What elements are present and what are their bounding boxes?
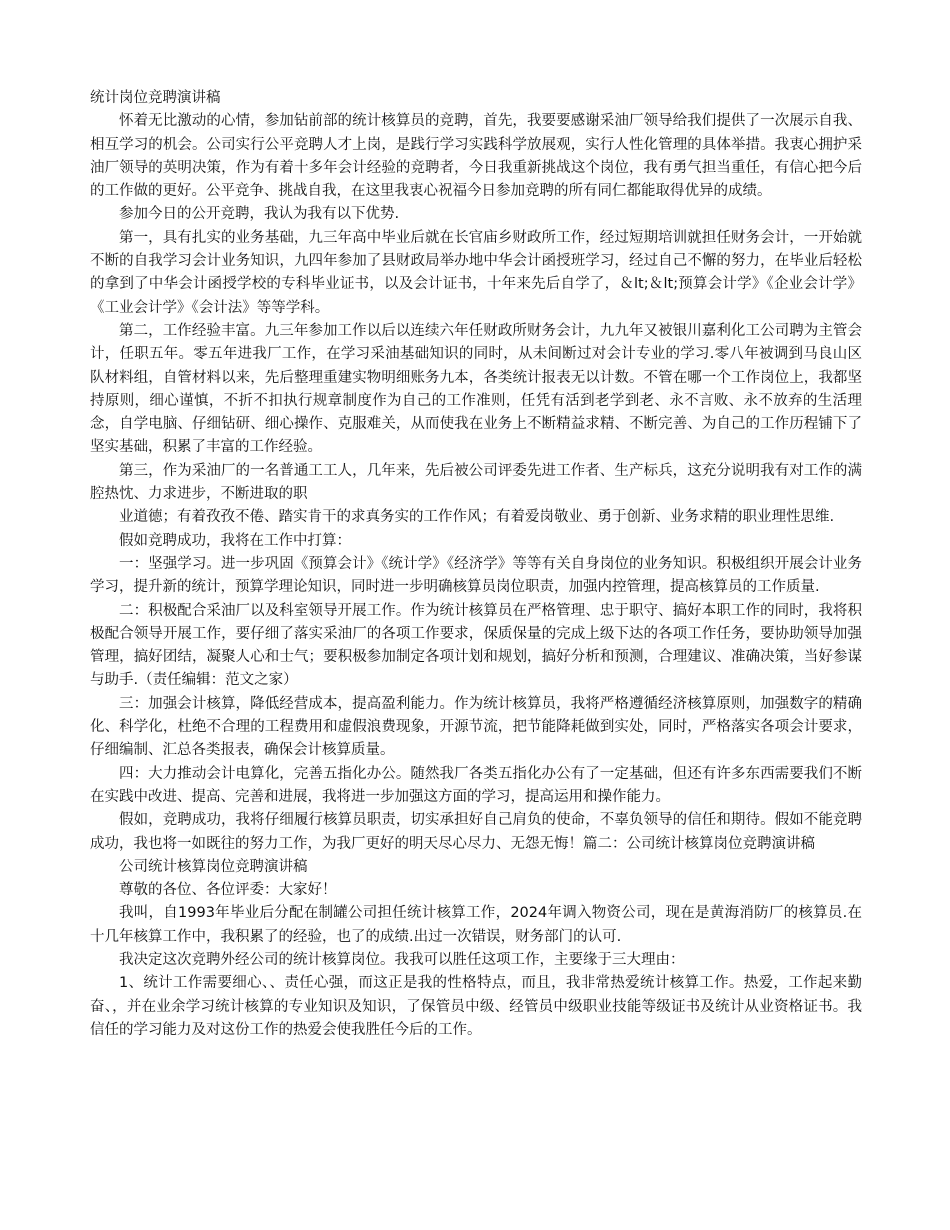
paragraph: 怀着无比激动的心情，参加钻前部的统计核算员的竞聘，首先，我要要感谢采油厂领导给我们提供了一次展示自我、相互学习的机会。公司实行公平竞聘人才上岗，是践行学习实践科学放展观，实行人性化管理的具体举措。我衷心拥护采油厂领导的英明决策，作为有着十多年会计经验的竞聘者，今日我重新挑战这个岗位，我有勇气担当重任，有信心把今后的工作做的更好。公平竞争、挑战自我，在这里我衷心祝福今日参加竞聘的所有同仁都能取得优异的成绩。 xyxy=(90,113,862,200)
paragraph: 假如，竞聘成功，我将仔细履行核算员职责，切实承担好自己肩负的使命，不辜负领导的信任和期待。假如不能竞聘成功，我也将一如既往的努力工作，为我厂更好的明天尽心尽力、无怨无悔！篇二：公司统计核算岗位竞聘演讲稿 xyxy=(90,812,862,852)
document-body xyxy=(90,87,862,1042)
paragraph: 第二，工作经验丰富。九三年参加工作以后以连续六年任财政所财务会计，九九年又被银川嘉利化工公司聘为主管会计，任职五年。零五年进我厂工作，在学习采油基础知识的同时，从未间断过对会计专业的学习.零八年被调到马良山区队材料组，自管材料以来，先后整理重建实物明细账务九本，各类统计报表无以计数。不管在哪一个工作岗位上，我都坚持原则，细心谨慎，不折不扣执行规章制度作为自己的工作准则，任凭有活到老学到老、永不言败、永不放弃的生活理念，自学电脑、仔细钻研、细心操作、克服难关，从而使我在业务上不断精益求精、不断完善、为自己的工作历程铺下了坚实基础，积累了丰富的工作经验。 xyxy=(90,322,862,456)
paragraph: 一：坚强学习。进一步巩固《预算会计》《统计学》《经济学》等等有关自身岗位的业务知识。积极组织开展会计业务学习，提升新的统计，预算学理论知识，同时进一步明确核算员岗位职责，加强内控管理，提高核算员的工作质量. xyxy=(90,555,862,596)
paragraph: 二：积极配合采油厂以及科室领导开展工作。作为统计核算员在严格管理、忠于职守、搞好本职工作的同时，我将积极配合领导开展工作，要仔细了落实采油厂的各项工作要求，保质保量的完成上级下达的各项工作任务，要协助领导加强管理，搞好团结，凝聚人心和士气；要积极参加制定各项计划和规划，搞好分析和预测，合理建议、准确决策，当好参谋与助手.（责任编辑：范文之家） xyxy=(90,602,862,689)
greeting: 尊敬的各位、各位评委：大家好！ xyxy=(119,882,337,899)
paragraph: 我决定这次竞聘外经公司的统计核算岗位。我我可以胜任这项工作，主要缘于三大理由： xyxy=(119,951,685,968)
paragraph: 三：加强会计核算，降低经营成本，提高盈利能力。作为统计核算员，我将严格遵循经济核算原则，加强数字的精确化、科学化，杜绝不合理的工程费用和虚假浪费现象，开源节流，把节能降耗做到实处，同时，严格落实各项会计要求，仔细编制、汇总各类报表，确保会计核算质量。 xyxy=(90,695,862,759)
paragraph: 业道德；有着孜孜不倦、踏实肯干的求真务实的工作作风；有着爱岗敬业、勇于创新、业务求精的职业理性思维. xyxy=(119,509,835,526)
paragraph: 四：大力推动会计电算化，完善五指化办公。随然我厂各类五指化办公有了一定基础，但还有许多东西需要我们不断在实践中改进、提高、完善和进展，我将进一步加强这方面的学习，提高运用和操作能力。 xyxy=(90,765,862,805)
paragraph: 1、统计工作需要细心、、责任心强，而这正是我的性格特点，而且，我非常热爱统计核算工作。热爱，工作起来勤奋、，并在业余学习统计核算的专业知识及知识，了保管员中级、经管员中级职业技能等级证书及统计从业资格证书。我信任的学习能力及对这份工作的热爱会使我胜任今后的工作。 xyxy=(90,975,862,1038)
paragraph: 假如竞聘成功，我将在工作中打算： xyxy=(119,532,351,549)
paragraph: 第一，具有扎实的业务基础，九三年高中毕业后就在长官庙乡财政所工作，经过短期培训就担任财务会计，一开始就不断的自我学习会计业务知识，九四年参加了县财政局举办地中华会计函授班学习，经过自己不懈的努力，在毕业后轻松的拿到了中华会计函授学校的专科毕业证书，以及会计证书，十年来先后自学了，＆lt;＆lt;预算会计学》《企业会计学》《工业会计学》《会计法》等等学科。 xyxy=(90,229,862,316)
paragraph: 我叫，自1993年毕业后分配在制罐公司担任统计核算工作，2024年调入物资公司，现在是黄海消防厂的核算员.在十几年核算工作中，我积累了的经验，也了的成绩.出过一次错误，财务部门的认可. xyxy=(90,905,862,945)
section-title: 公司统计核算岗位竞聘演讲稿 xyxy=(119,858,308,875)
paragraph: 第三，作为采油厂的一名普通工工人，几年来，先后被公司评委先进工作者、生产标兵，这充分说明我有对工作的满腔热忱、力求进步，不断进取的职 xyxy=(90,462,862,503)
document-title: 统计岗位竞聘演讲稿 xyxy=(90,90,221,106)
paragraph: 参加今日的公开竞聘，我认为我有以下优势. xyxy=(119,206,400,223)
